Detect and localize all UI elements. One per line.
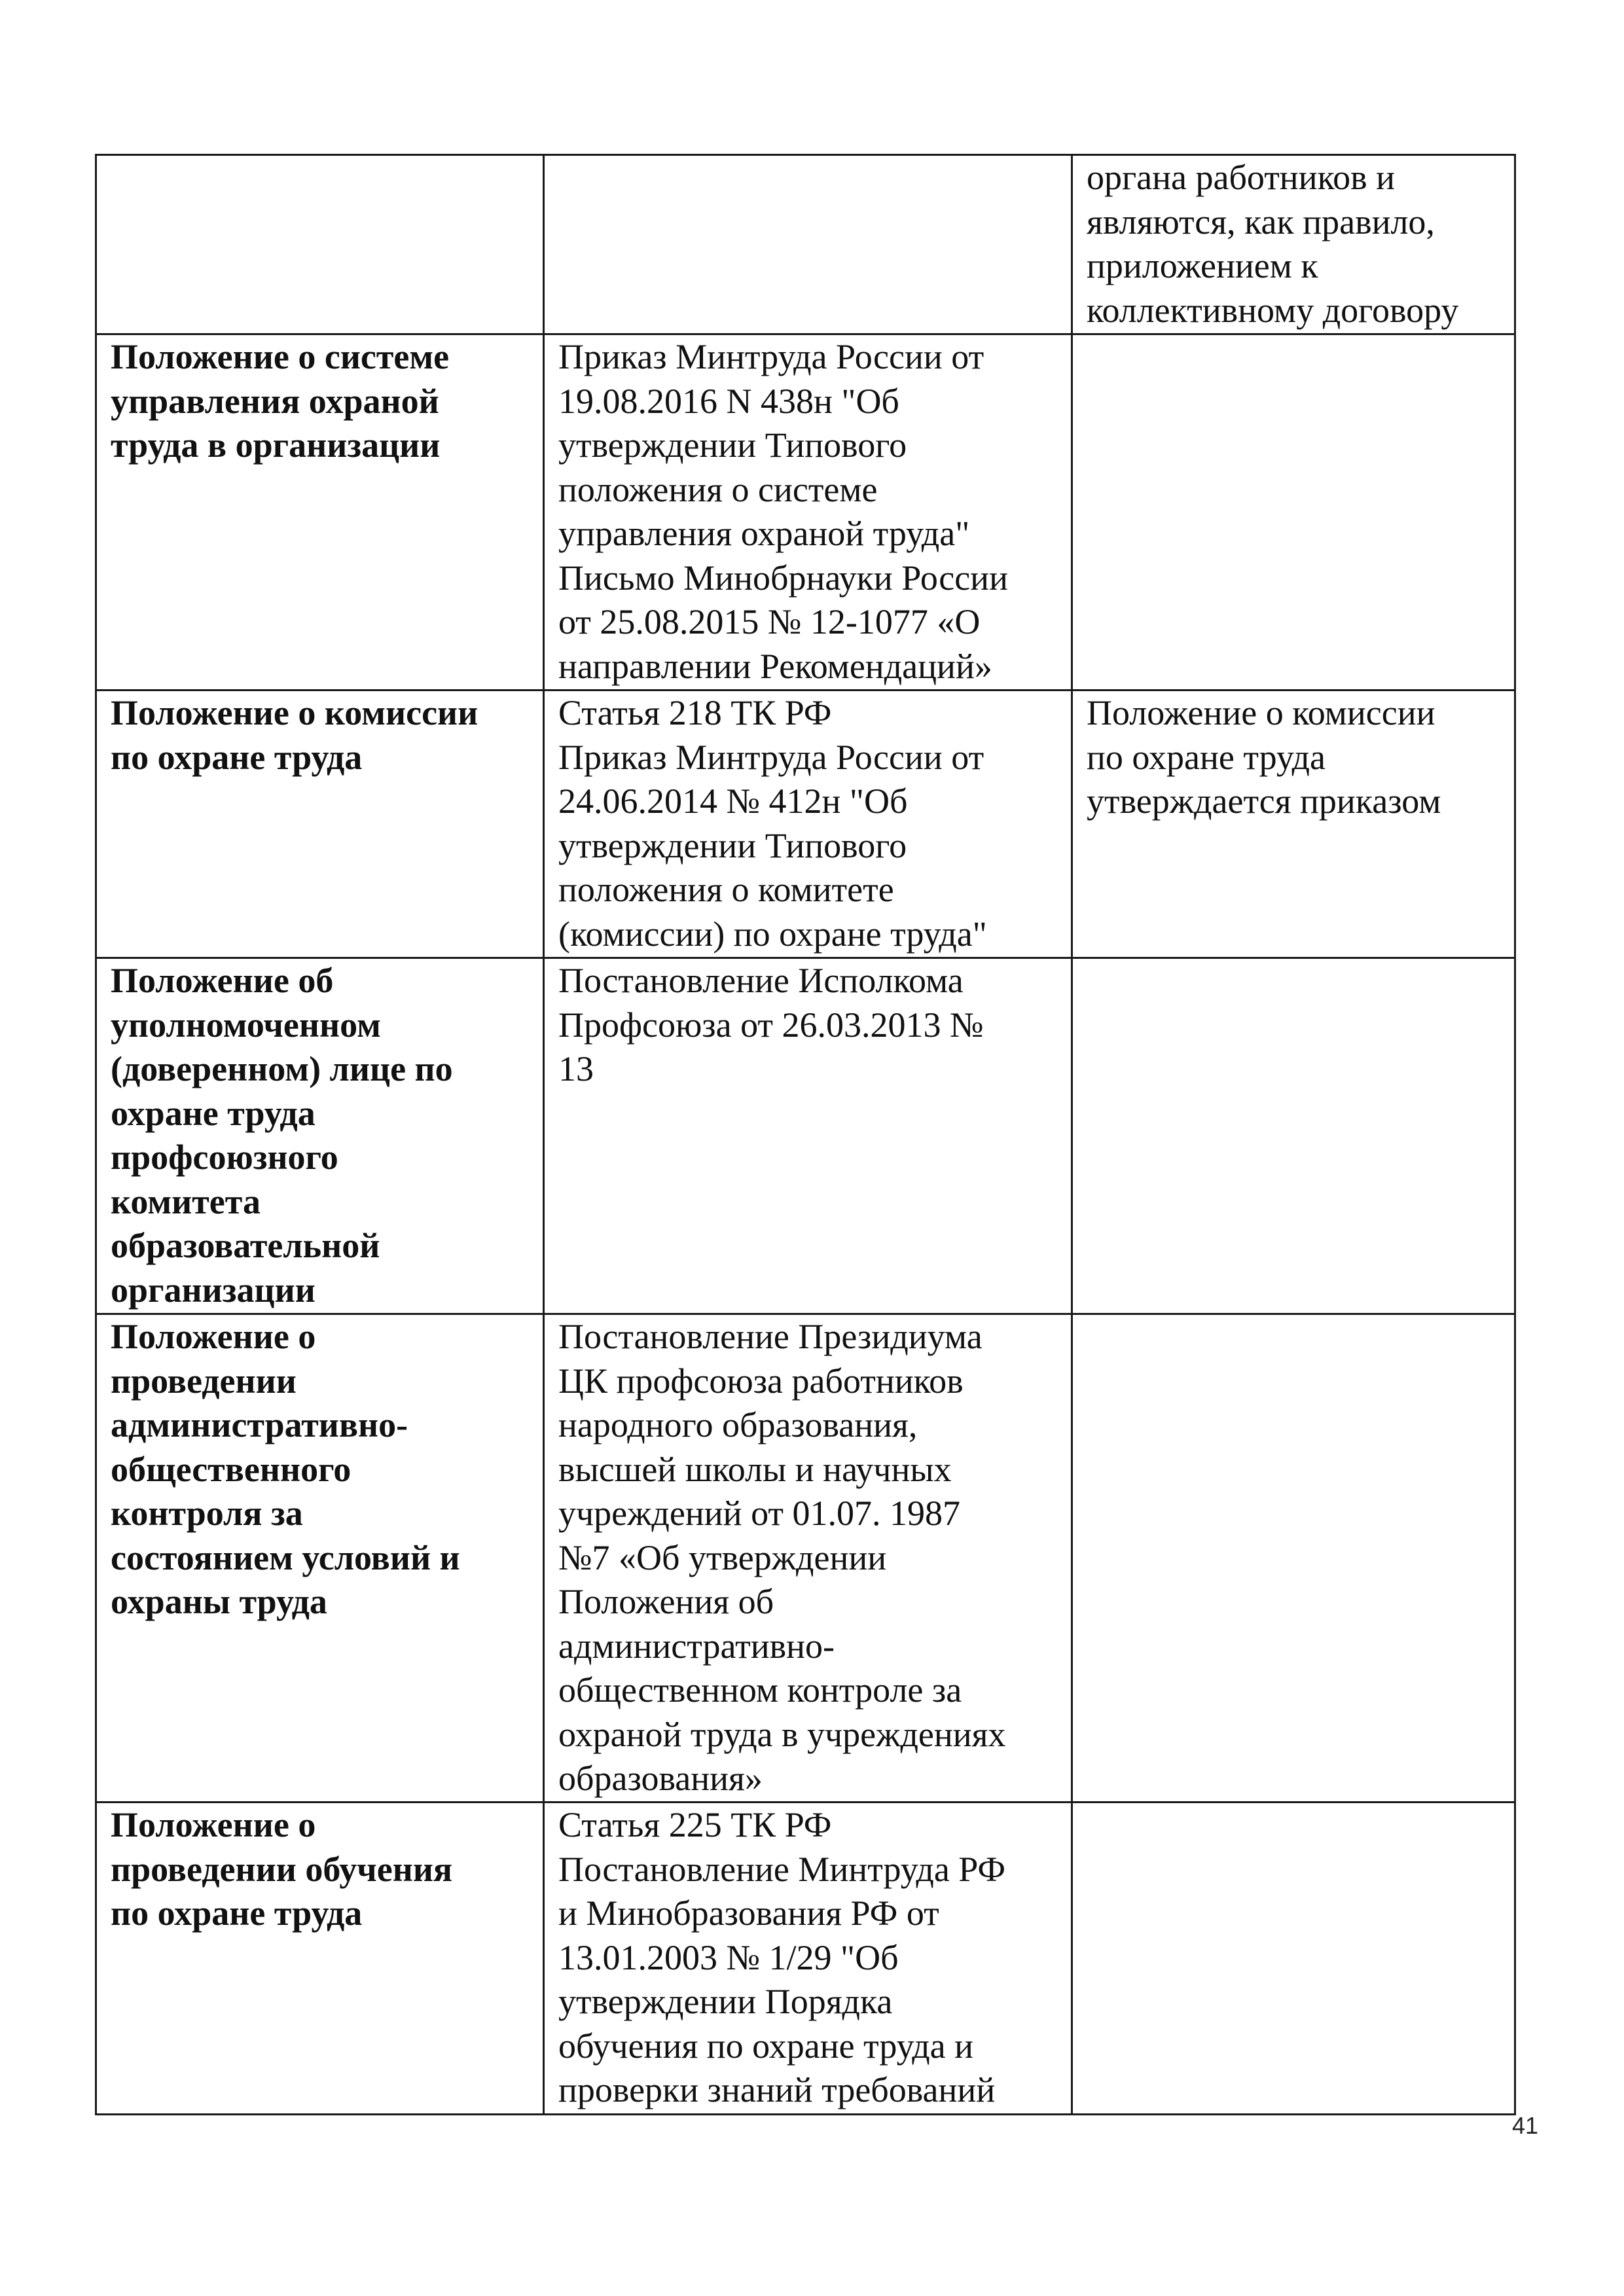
legal-basis-cell [544,155,1072,334]
table-row [96,691,1515,958]
table-row [96,958,1515,1314]
document-name-cell: Положение о комиссии по охране труда [96,691,544,958]
legal-basis-cell: Постановление Президиума ЦК профсоюза работников народного образования, высшей школы и научных учреждений от 01.07. 1987 №7 «Об утверждении Положения об административно- общественном контроле за охраной труда в учреждениях образования» [544,1314,1072,1803]
legal-basis-cell: Статья 218 ТК РФ Приказ Минтруда России от 24.06.2014 № 412н "Об утверждении Типового положения о комитете (комиссии) по охране труда" [544,691,1072,958]
legal-basis-cell: Статья 225 ТК РФ Постановление Минтруда РФ и Минобразования РФ от 13.01.2003 № 1/29 "Об утверждении Порядка обучения по охране труда и проверки знаний требований [544,1803,1072,2115]
note-cell [1072,334,1515,691]
note-cell [1072,1803,1515,2115]
table-row [96,1314,1515,1803]
legal-basis-cell: Приказ Минтруда России от 19.08.2016 N 438н "Об утверждении Типового положения о системе управления охраной труда" Письмо Минобрнауки России от 25.08.2015 № 12-1077 «О направлении Рекомендаций» [544,334,1072,691]
document-name-cell: Положение об уполномоченном (доверенном) лице по охране труда профсоюзного комитета образовательной организации [96,958,544,1314]
document-name-cell: Положение о проведении административно- общественного контроля за состоянием условий и охраны труда [96,1314,544,1803]
document-name-cell: Положение о системе управления охраной труда в организации [96,334,544,691]
document-name-cell: Положение о проведении обучения по охране труда [96,1803,544,2115]
table-row [96,334,1515,691]
table-row [96,1803,1515,2115]
legal-basis-cell: Постановление Исполкома Профсоюза от 26.03.2013 № 13 [544,958,1072,1314]
document-name-cell [96,155,544,334]
note-cell [1072,958,1515,1314]
table-row [96,155,1515,334]
regulations-table [95,154,1516,2115]
note-cell: Положение о комиссии по охране труда утверждается приказом [1072,691,1515,958]
note-cell [1072,1314,1515,1803]
note-cell: органа работников и являются, как правило, приложением к коллективному договору [1072,155,1515,334]
page-number: 41 [1512,2112,1539,2139]
